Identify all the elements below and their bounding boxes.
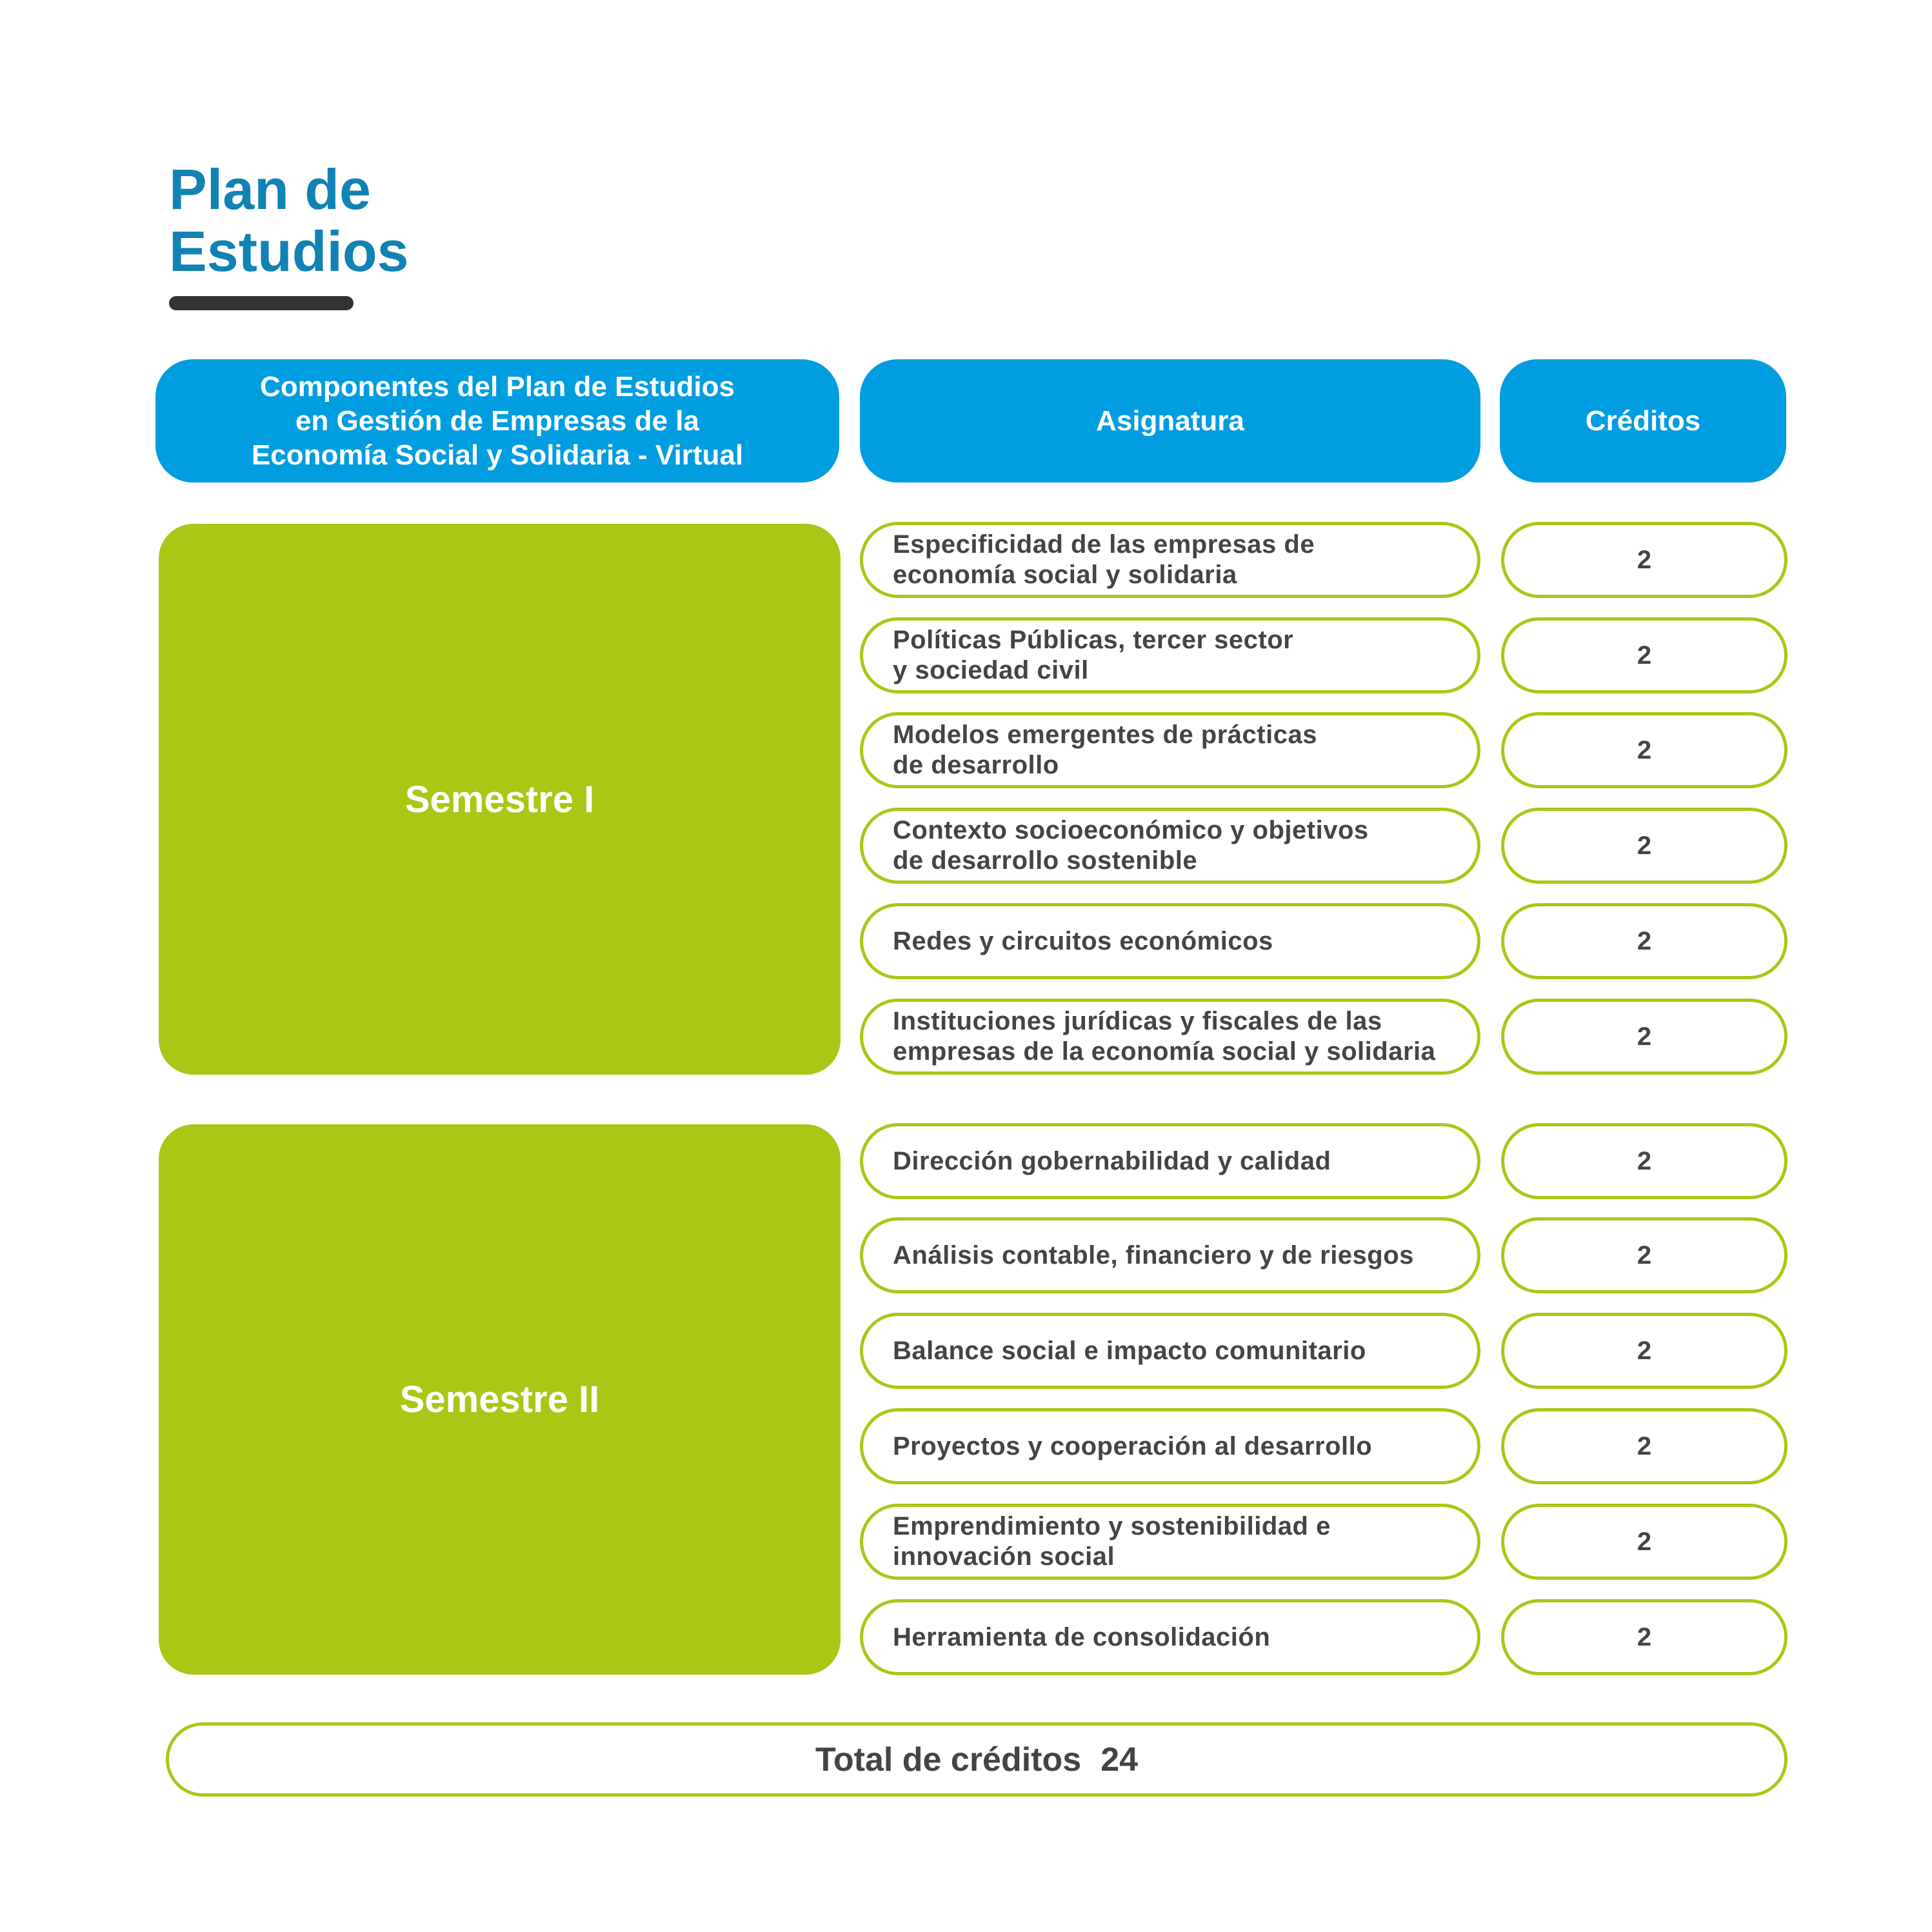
course-credits: 2	[1501, 1599, 1788, 1675]
table-row	[0, 1123, 1932, 1199]
course-credits: 2	[1501, 1313, 1788, 1389]
header-componentes	[155, 359, 839, 483]
total-credits-value: 24	[1100, 1740, 1139, 1778]
page-title	[169, 159, 409, 283]
course-name: Emprendimiento y sostenibilidad e innovación social	[860, 1504, 1480, 1580]
table-row	[0, 1408, 1932, 1484]
table-row	[0, 1313, 1932, 1389]
course-credits: 2	[1501, 999, 1788, 1075]
course-name: Herramienta de consolidación	[860, 1599, 1480, 1675]
course-name: Proyectos y cooperación al desarrollo	[860, 1408, 1480, 1484]
semester-1-block: Semestre I	[159, 524, 841, 1075]
course-credits: 2	[1501, 1408, 1788, 1484]
course-credits: 2	[1501, 1123, 1788, 1199]
title-underline	[169, 296, 354, 310]
course-name: Instituciones jurídicas y fiscales de las empresas de la economía social y solidaria	[860, 999, 1480, 1075]
table-row	[0, 712, 1932, 788]
header-componentes-line-2: en Gestión de Empresas de la	[295, 405, 699, 437]
course-name: Políticas Públicas, tercer sector y sociedad civil	[860, 617, 1480, 693]
course-credits: 2	[1501, 617, 1788, 693]
semester-2-block: Semestre II	[159, 1124, 841, 1675]
total-credits	[166, 1722, 1788, 1797]
course-name: Redes y circuitos económicos	[860, 903, 1480, 979]
course-credits: 2	[1501, 522, 1788, 598]
course-name: Modelos emergentes de prácticas de desarrollo	[860, 712, 1480, 788]
header-componentes-line-1: Componentes del Plan de Estudios	[260, 371, 735, 403]
table-row	[0, 1217, 1932, 1293]
course-credits: 2	[1501, 903, 1788, 979]
header-creditos: Créditos	[1500, 359, 1786, 483]
total-credits-label: Total de créditos	[815, 1740, 1082, 1778]
table-row	[0, 522, 1932, 598]
table-row	[0, 808, 1932, 884]
course-name: Balance social e impacto comunitario	[860, 1313, 1480, 1389]
header-componentes-line-3: Economía Social y Solidaria - Virtual	[251, 439, 744, 471]
course-credits: 2	[1501, 1217, 1788, 1293]
course-name: Contexto socioeconómico y objetivos de desarrollo sostenible	[860, 808, 1480, 884]
course-name: Análisis contable, financiero y de riesgos	[860, 1217, 1480, 1293]
course-name: Especificidad de las empresas de economía social y solidaria	[860, 522, 1480, 598]
course-name: Dirección gobernabilidad y calidad	[860, 1123, 1480, 1199]
header-asignatura: Asignatura	[860, 359, 1480, 483]
course-credits: 2	[1501, 712, 1788, 788]
table-row	[0, 1599, 1932, 1675]
course-credits: 2	[1501, 808, 1788, 884]
course-credits: 2	[1501, 1504, 1788, 1580]
table-row	[0, 617, 1932, 693]
table-row	[0, 999, 1932, 1075]
page-title-line-2: Estudios	[169, 219, 409, 283]
table-row	[0, 903, 1932, 979]
table-row	[0, 1504, 1932, 1580]
page-title-line-1: Plan de	[169, 157, 371, 221]
